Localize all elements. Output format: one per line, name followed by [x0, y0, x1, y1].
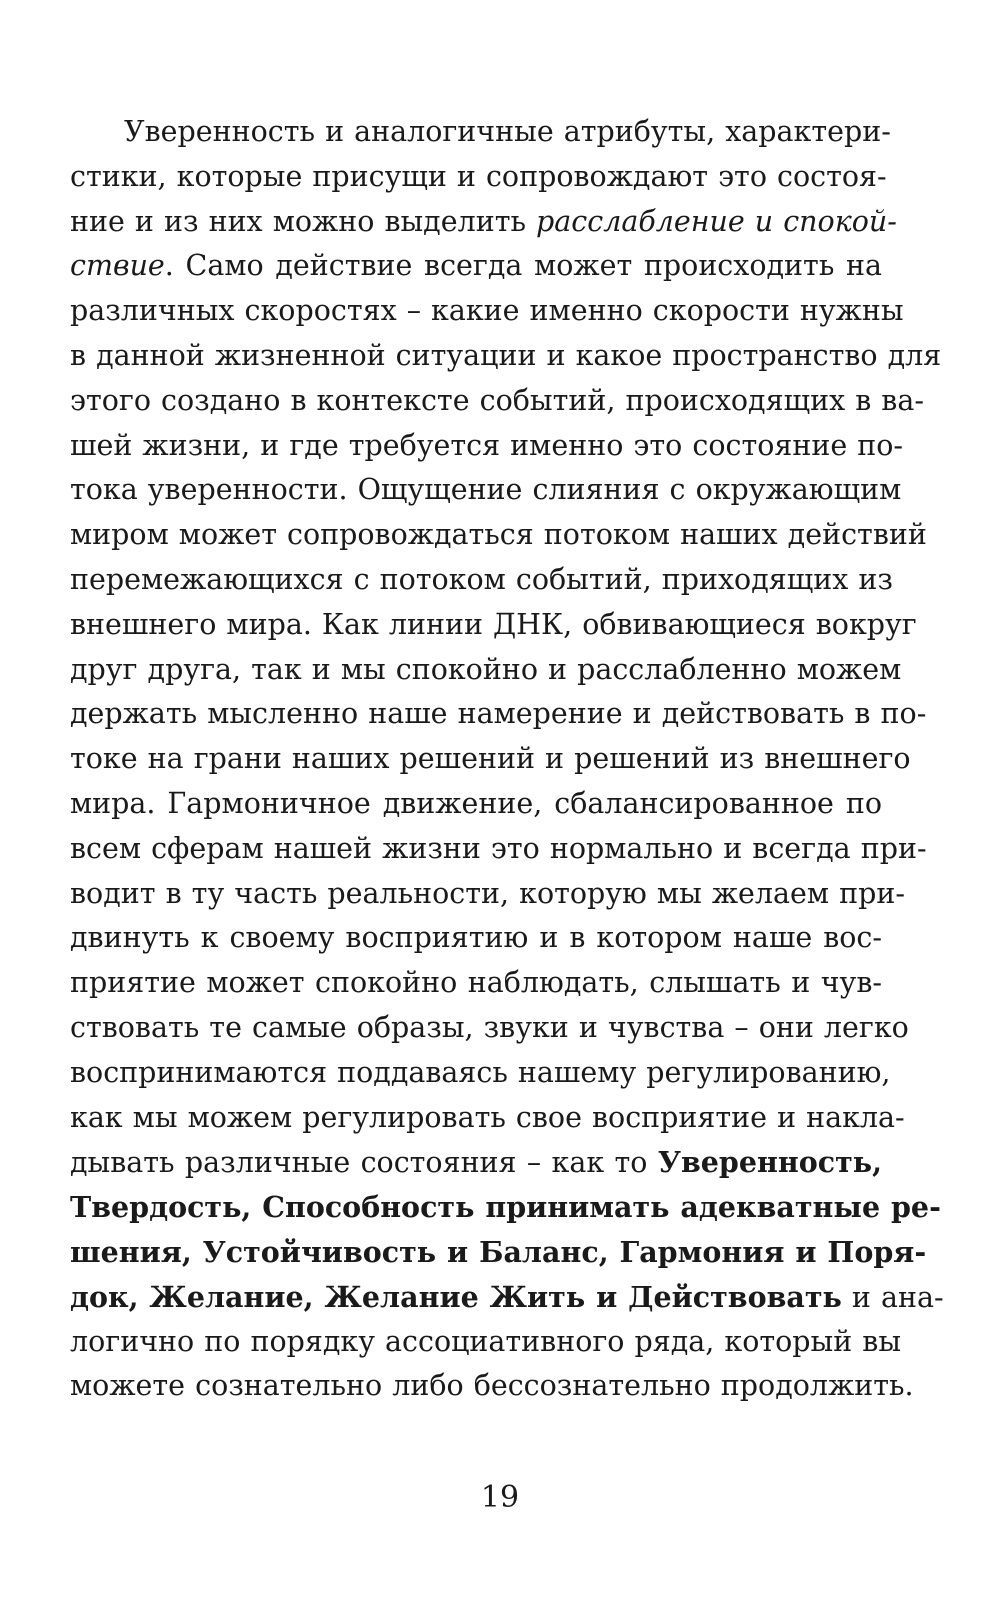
text-line [70, 1230, 927, 1275]
text-line [70, 468, 902, 513]
text-line [70, 648, 902, 693]
text-line [70, 1275, 944, 1320]
text-segment: внешнего мира. Как линии ДНК, обвивающиеся вокруг [70, 607, 917, 641]
text-line [70, 692, 927, 737]
text-segment: всем сферам нашей жизни это нормально и всегда при- [70, 831, 927, 865]
text-segment: миром может сопровождаться потоком наших действий [70, 518, 927, 552]
page-number: 19 [480, 1480, 520, 1515]
text-segment: перемежающихся с потоком событий, приходящих из [70, 562, 893, 596]
text-line [70, 513, 927, 558]
text-segment: тока уверенности. Ощущение слияния с окружающим [70, 473, 902, 507]
body-paragraph [70, 110, 944, 1409]
text-segment: этого создано в контексте событий, происходящих в ва- [70, 383, 924, 417]
text-line [70, 334, 942, 379]
text-line [70, 872, 905, 917]
text-segment: можете сознательно либо бессознательно продолжить. [70, 1369, 914, 1403]
text-line [70, 1051, 891, 1096]
text-segment: док, Желание, Желание Жить и Действовать [70, 1279, 842, 1314]
text-line [70, 155, 887, 200]
text-line [70, 1320, 902, 1365]
text-line [70, 289, 904, 334]
text-segment: в данной жизненной ситуации и какое пространство для [70, 338, 942, 372]
text-segment: Уверенность и аналогичные атрибуты, характери- [124, 115, 891, 148]
text-segment: расслабление и спокой- [536, 204, 897, 238]
text-segment: токе на грани наших решений и решений из внешнего [70, 742, 911, 776]
text-segment: шей жизни, и где требуется именно это состояние по- [70, 428, 904, 462]
text-line [70, 110, 891, 155]
text-segment: стики, которые присущи и сопровождают это состоя- [70, 159, 887, 193]
text-segment: ствовать те самые образы, звуки и чувства – они легко [70, 1010, 909, 1044]
text-line [70, 1185, 941, 1230]
text-line [70, 558, 893, 603]
text-line [70, 1096, 905, 1141]
text-segment: Уверенность, [657, 1145, 882, 1180]
text-segment: друг друга, так и мы спокойно и расслабленно можем [70, 652, 902, 686]
text-segment: воспринимаются поддаваясь нашему регулированию, [70, 1055, 891, 1089]
text-line [70, 737, 911, 782]
text-segment: держать мысленно наше намерение и действовать в по- [70, 697, 927, 731]
text-line [70, 603, 917, 648]
text-segment: . Само действие всегда может происходить на [164, 249, 882, 283]
text-line [70, 1140, 882, 1185]
text-segment: водит в ту часть реальности, которую мы желаем при- [70, 876, 905, 910]
text-line [70, 827, 927, 872]
text-line [70, 244, 882, 289]
text-segment: двинуть к своему восприятию и в котором наше вос- [70, 921, 882, 955]
text-segment: дывать различные состояния – как то [70, 1146, 658, 1180]
text-segment: шения, Устойчивость и Баланс, Гармония и Поря- [70, 1234, 927, 1269]
text-segment: различных скоростях – какие именно скорости нужны [70, 294, 904, 328]
text-line [70, 1006, 909, 1051]
text-line [70, 424, 904, 469]
text-segment: ние и из них можно выделить [70, 204, 537, 238]
text-segment: логично по порядку ассоциативного ряда, который вы [70, 1324, 902, 1358]
text-segment: и ана- [841, 1280, 944, 1314]
text-segment: ствие [70, 249, 165, 283]
text-segment: приятие может спокойно наблюдать, слышать и чув- [70, 966, 882, 1000]
text-line [70, 916, 882, 961]
text-segment: как мы можем регулировать свое восприятие и накла- [70, 1100, 905, 1134]
text-segment: мира. Гармоничное движение, сбалансированное по [70, 786, 882, 820]
text-line [70, 379, 924, 424]
text-line [70, 200, 897, 245]
text-line [70, 1364, 914, 1409]
text-segment: Твердость, Способность принимать адекватные ре- [70, 1190, 941, 1225]
text-line [70, 782, 882, 827]
text-line [70, 961, 882, 1006]
